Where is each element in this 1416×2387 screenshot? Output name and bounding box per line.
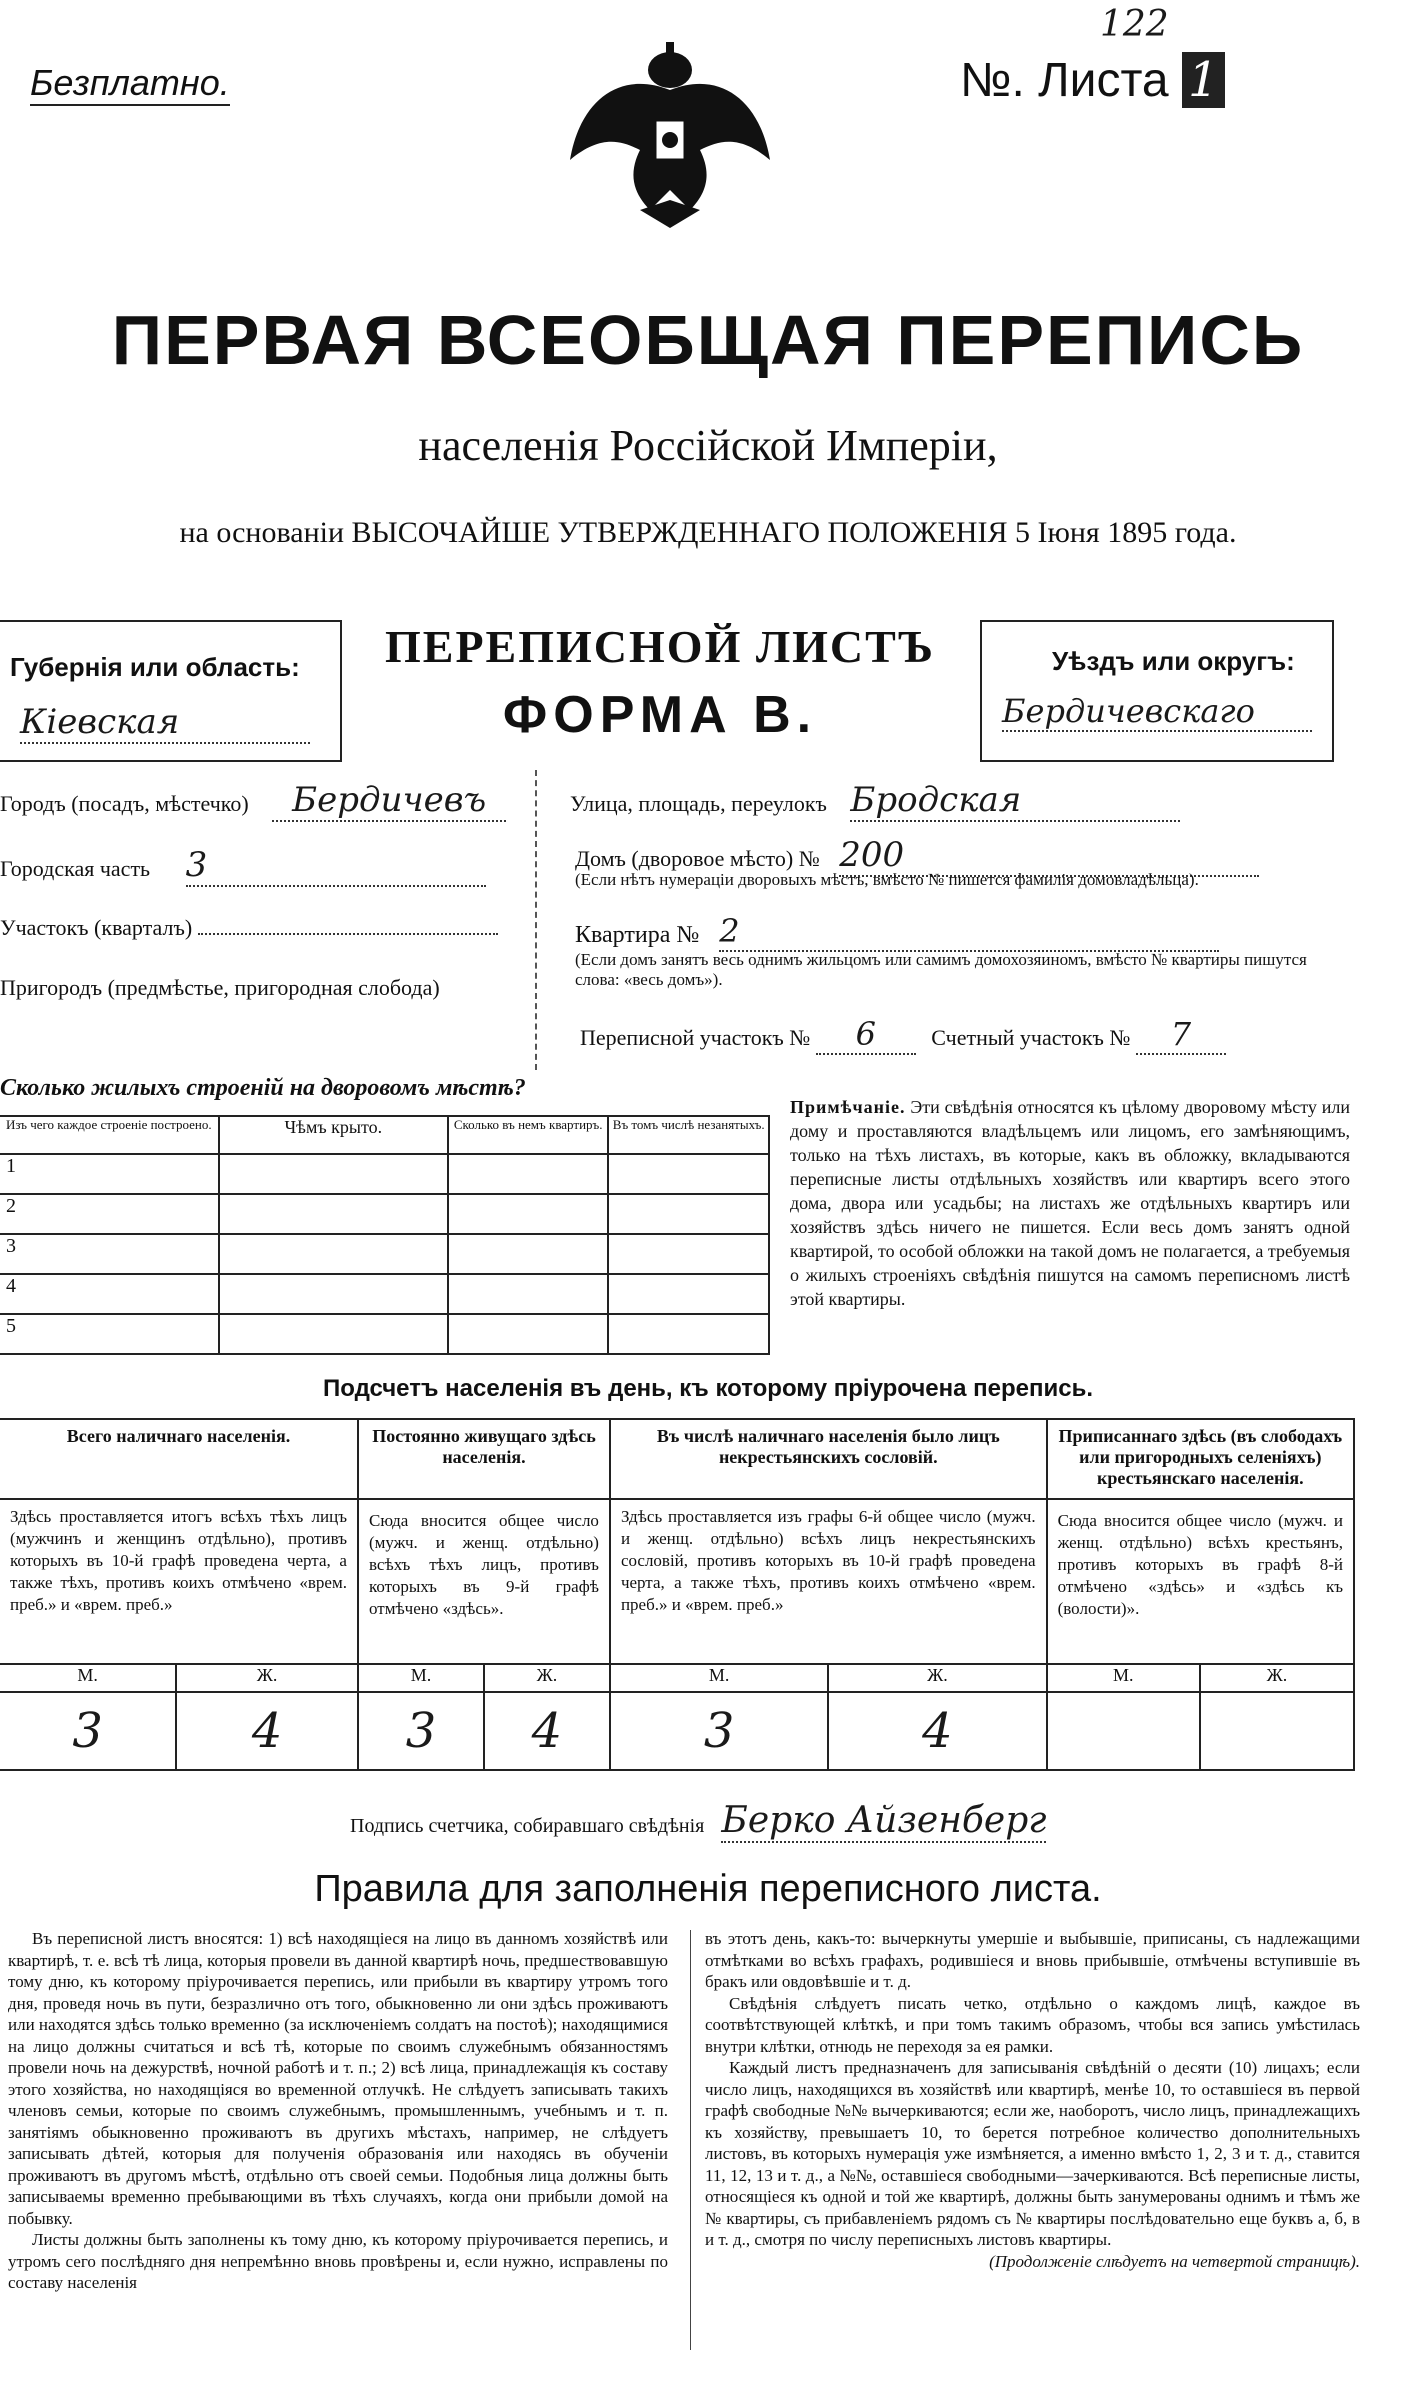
buildings-header-apartments: Сколько въ немъ квартиръ. — [448, 1116, 608, 1154]
rules-right-column — [705, 1928, 1360, 2272]
tally-value-total-f: 4 — [176, 1692, 358, 1770]
city-row — [0, 780, 520, 820]
row-number: 2 — [0, 1194, 219, 1234]
buildings-question: Сколько жилыхъ строеній на дворовомъ мѣстѣ? — [0, 1075, 526, 1101]
tally-value-peasant-m — [1047, 1692, 1200, 1770]
tally-col-title-peasant: Приписаннаго здѣсь (въ слободахъ или пригородныхъ селеніяхъ) крестьянскаго населенія. — [1047, 1419, 1354, 1499]
count-area-value: 7 — [1136, 1015, 1226, 1055]
tally-f-label: Ж. — [176, 1664, 358, 1692]
uchastok-label: Участокъ (кварталъ) — [0, 915, 193, 940]
census-area-row — [580, 1015, 1340, 1055]
table-row — [0, 1194, 769, 1234]
signature-row — [350, 1800, 1350, 1841]
tally-col-desc-peasant: Сюда вносится общее число (мужч. и женщ. отдѣльно) всѣхъ крестьянъ, противъ которыхъ въ графѣ 8-й отмѣчено «здѣсь» и «здѣсь къ (волости)». — [1047, 1499, 1354, 1664]
rules-right-paragraph: Свѣдѣнія слѣдуетъ писать четко, отдѣльно о каждомъ лицѣ, каждое въ соотвѣтствующей клѣткѣ, и при томъ такимъ образомъ, чтобы вся запись умѣстилась внутри клѣтки, отнюдь не переходя за ея рамки. — [705, 1993, 1360, 2056]
gubernia-label: Губернія или область: — [10, 652, 300, 682]
address-divider — [535, 770, 539, 1070]
uchastok-value — [198, 933, 498, 935]
page-subtitle: населенія Россійской Имперіи, — [418, 421, 998, 470]
note-block — [790, 1095, 1350, 1311]
row-number: 1 — [0, 1154, 219, 1194]
tally-col-desc-total: Здѣсь проставляется итогъ всѣхъ тѣхъ лицъ (мужчинъ и женщинъ отдѣльно), противъ которыхъ въ 10-й графѣ проведена черта, а также тѣхъ, противъ коихъ отмѣчено «врем. преб.» и «врем. преб.» — [0, 1499, 358, 1664]
buildings-table — [0, 1115, 770, 1355]
tally-value-nonpeasant-m: 3 — [610, 1692, 828, 1770]
note-label: Примѣчаніе. — [790, 1097, 906, 1117]
sheet-number — [960, 52, 1225, 108]
rules-left-paragraph: Листы должны быть заполнены къ тому дню, къ которому пріурочивается перепись, и утромъ сего послѣдняго дня непремѣнно вновь провѣрены и, если нужно, исправлены по составу населенія — [8, 2230, 668, 2292]
rules-continuation: (Продолженіе слѣдуетъ на четвертой страницѣ). — [989, 2251, 1360, 2271]
street-row — [570, 780, 1330, 822]
tally-col-desc-nonpeasant: Здѣсь проставляется изъ графы 6-й общее число (мужч. и женщ. отдѣльно) всѣхъ лицъ некрестьянскихъ сословій, противъ которыхъ въ 10-й графѣ проведена черта, а также тѣхъ, противъ коихъ отмѣчено «врем. преб.» и «врем. преб.» — [610, 1499, 1047, 1664]
rules-right-paragraph: въ этотъ день, какъ-то: вычеркнуты умершіе и выбывшіе, приписаны, съ надлежащими отмѣтками во всѣхъ графахъ, родившіеся и вновь прибывшіе, отмѣчены вступившіе въ бракъ или овдовѣвшіе и т. д. — [705, 1929, 1360, 1991]
row-number: 5 — [0, 1314, 219, 1354]
buildings-header-roof: Чѣмъ крыто. — [219, 1116, 448, 1154]
count-area-label: Счетный участокъ № — [931, 1025, 1131, 1050]
signature-value: Берко Айзенберг — [721, 1800, 1047, 1841]
rules-right-paragraph: Каждый листъ предназначенъ для записыванія свѣдѣній о десяти (10) лицахъ; если число лицъ, находящихся въ хозяйствѣ или квартирѣ, менѣе 10, то оставшіеся въ первой графѣ свободные №№ вычеркиваются; если же, наоборотъ, число лицъ, принадлежащихъ къ хозяйству, превышаетъ 10, то берется потребное количество дополнительныхъ листовъ, въ которыхъ нумерація уже измѣняется, а именно вмѣсто 1, 2, 3 и т. д., ставится 11, 12, 13 и т. д., а №№, оставшіеся свободными—зачеркиваются. Всѣ переписные листы, относящіеся къ одной и той же квартирѣ, должны быть занумерованы однимъ и тѣмъ же № квартиры, съ прибавленіемъ рядомъ съ № квартиры послѣдовательно еще буквъ а, б, в и т. д., смотря по числу переписныхъ листовъ квартиры. — [705, 2058, 1360, 2249]
form-heading: ПЕРЕПИСНОЙ ЛИСТЪ — [384, 621, 936, 672]
prigorod-row — [0, 975, 520, 1001]
tally-col-desc-permanent: Сюда вносится общее число (мужч. и женщ. отдѣльно) всѣхъ тѣхъ лицъ, противъ которыхъ въ 9-й графѣ отмѣчено «здѣсь». — [358, 1499, 610, 1664]
tally-f-label: Ж. — [828, 1664, 1046, 1692]
buildings-header-material: Изъ чего каждое строеніе построено. — [0, 1116, 219, 1154]
prigorod-label: Пригородъ (предмѣстье, пригородная слобода) — [0, 975, 440, 1000]
city-part-value: 3 — [186, 845, 486, 887]
census-area-value: 6 — [816, 1015, 916, 1055]
tally-heading: Подсчетъ населенія въ день, къ которому пріурочена перепись. — [323, 1375, 1093, 1402]
page-title: ПЕРВАЯ ВСЕОБЩАЯ ПЕРЕПИСЬ — [111, 301, 1305, 379]
legal-basis: на основаніи ВЫСОЧАЙШЕ УТВЕРЖДЕННАГО ПОЛОЖЕНІЯ 5 Іюня 1895 года. — [179, 516, 1237, 549]
apartment-label: Квартира № — [575, 922, 700, 948]
tally-m-label: М. — [610, 1664, 828, 1692]
tally-col-title-total: Всего наличнаго населенія. — [0, 1419, 358, 1499]
tally-f-label: Ж. — [484, 1664, 610, 1692]
tally-col-title-nonpeasant: Въ числѣ наличнаго населенія было лицъ некрестьянскихъ сословій. — [610, 1419, 1047, 1499]
rules-heading: Правила для заполненія переписного листа. — [314, 1868, 1102, 1910]
city-part-row — [0, 845, 520, 887]
tally-value-nonpeasant-f: 4 — [828, 1692, 1046, 1770]
city-label: Городъ (посадъ, мѣстечко) — [0, 791, 249, 816]
uezd-box — [980, 620, 1334, 762]
sheet-number-label: №. Листа — [960, 54, 1169, 107]
tally-value-peasant-f — [1200, 1692, 1354, 1770]
uezd-label: Уѣздъ или округъ: — [1052, 646, 1295, 676]
rules-left-column — [8, 1928, 668, 2294]
note-text: Эти свѣдѣнія относятся къ цѣлому дворовому мѣсту или дому и проставляются владѣльцемъ или лицомъ, его замѣняющимъ, только на тѣхъ листахъ, въ которые, какъ въ обложку, вкладываются переписные листы отдѣльныхъ хозяйствъ или квартиръ всего этого дома, двора или усадьбы; на листахъ же отдѣльныхъ квартиръ или хозяйствъ здѣсь ничего не пишется. Если весь домъ занятъ одной квартирой, то особой обложки на такой домъ не полагается, а требуемыя о жилыхъ строеніяхъ свѣдѣнія пишутся на самомъ переписномъ листѣ этой квартиры. — [790, 1097, 1350, 1309]
house-note: (Если нѣтъ нумераціи дворовыхъ мѣстъ, вмѣсто № пишется фамилія домовладѣльца). — [575, 870, 1199, 889]
form-name: ФОРМА В. — [502, 686, 818, 744]
apartment-value: 2 — [719, 912, 1219, 952]
rules-column-divider — [690, 1930, 692, 2350]
house-value: 200 — [839, 835, 1259, 877]
city-part-label: Городская часть — [0, 856, 151, 881]
imperial-eagle-emblem — [560, 40, 780, 230]
tally-value-total-m: 3 — [0, 1692, 176, 1770]
table-row — [0, 1154, 769, 1194]
tally-m-label: М. — [1047, 1664, 1200, 1692]
street-label: Улица, площадь, переулокъ — [570, 791, 827, 816]
archive-number: 122 — [1100, 4, 1169, 45]
sheet-number-value: 1 — [1182, 52, 1225, 108]
tally-table — [0, 1418, 1355, 1771]
table-row — [0, 1234, 769, 1274]
tally-value-permanent-f: 4 — [484, 1692, 610, 1770]
apartment-row — [575, 912, 1335, 952]
signature-label: Подпись счетчика, собиравшаго свѣдѣнія — [350, 1815, 705, 1837]
census-area-label: Переписной участокъ № — [580, 1025, 811, 1050]
rules-left-paragraph: Въ переписной листъ вносятся: 1) всѣ находящіеся на лицо въ данномъ хозяйствѣ или квартирѣ, т. е. всѣ тѣ лица, которыя провели въ данной квартирѣ ночь, предшествовавшую тому дню, къ которому пріурочивается перепись, или прибыли въ квартиру утромъ того дня, проведя ночь въ пути, безразлично отъ того, обыкновенно ли они здѣсь проживаютъ или находятся здѣсь только временно (за исключеніемъ солдатъ на постоѣ); находящимися на лицо должны считаться и всѣ тѣ, которые по своимъ служебнымъ обязанностямъ провели ночь на дежурствѣ, ночной работѣ и т. п.; 2) всѣ лица, принадлежащія къ составу этого хозяйства, но находящіяся во временной отлучкѣ. Не слѣдуетъ записывать такихъ членовъ семьи, которые по своимъ служебнымъ, промышленнымъ, учебнымъ и т. п. занятіямъ обыкновенно проживаютъ въ другихъ мѣстахъ, например, не слѣдуетъ записывать дѣтей, которыя для полученія образованія или находясь въ обученіи проживаютъ въ другомъ мѣстѣ, отдѣльно отъ своей семьи. Подобныя лица должны быть записываемы временно пребывающими въ тѣхъ случаяхъ, когда они прибыли домой на побывку. — [8, 1929, 668, 2228]
apartment-note: (Если домъ занятъ весь однимъ жильцомъ или самимъ домохозяиномъ, вмѣсто № квартиры пишутся слова: «весь домъ»). — [575, 950, 1307, 989]
tally-m-label: М. — [358, 1664, 484, 1692]
buildings-header-vacant: Въ томъ числѣ незанятыхъ. — [608, 1116, 769, 1154]
house-label: Домъ (дворовое мѣсто) № — [575, 846, 820, 871]
uchastok-row — [0, 915, 520, 941]
tally-value-permanent-m: 3 — [358, 1692, 484, 1770]
street-value: Бродская — [850, 780, 1180, 822]
uezd-value: Бердичевскаго — [1002, 692, 1312, 732]
row-number: 4 — [0, 1274, 219, 1314]
free-label: Безплатно. — [30, 62, 230, 106]
row-number: 3 — [0, 1234, 219, 1274]
gubernia-value: Кіевская — [20, 702, 310, 744]
tally-col-title-permanent: Постоянно живущаго здѣсь населенія. — [358, 1419, 610, 1499]
table-row — [0, 1274, 769, 1314]
gubernia-box — [0, 620, 342, 762]
city-value: Бердичевъ — [272, 780, 506, 822]
tally-f-label: Ж. — [1200, 1664, 1354, 1692]
tally-m-label: М. — [0, 1664, 176, 1692]
table-row — [0, 1314, 769, 1354]
